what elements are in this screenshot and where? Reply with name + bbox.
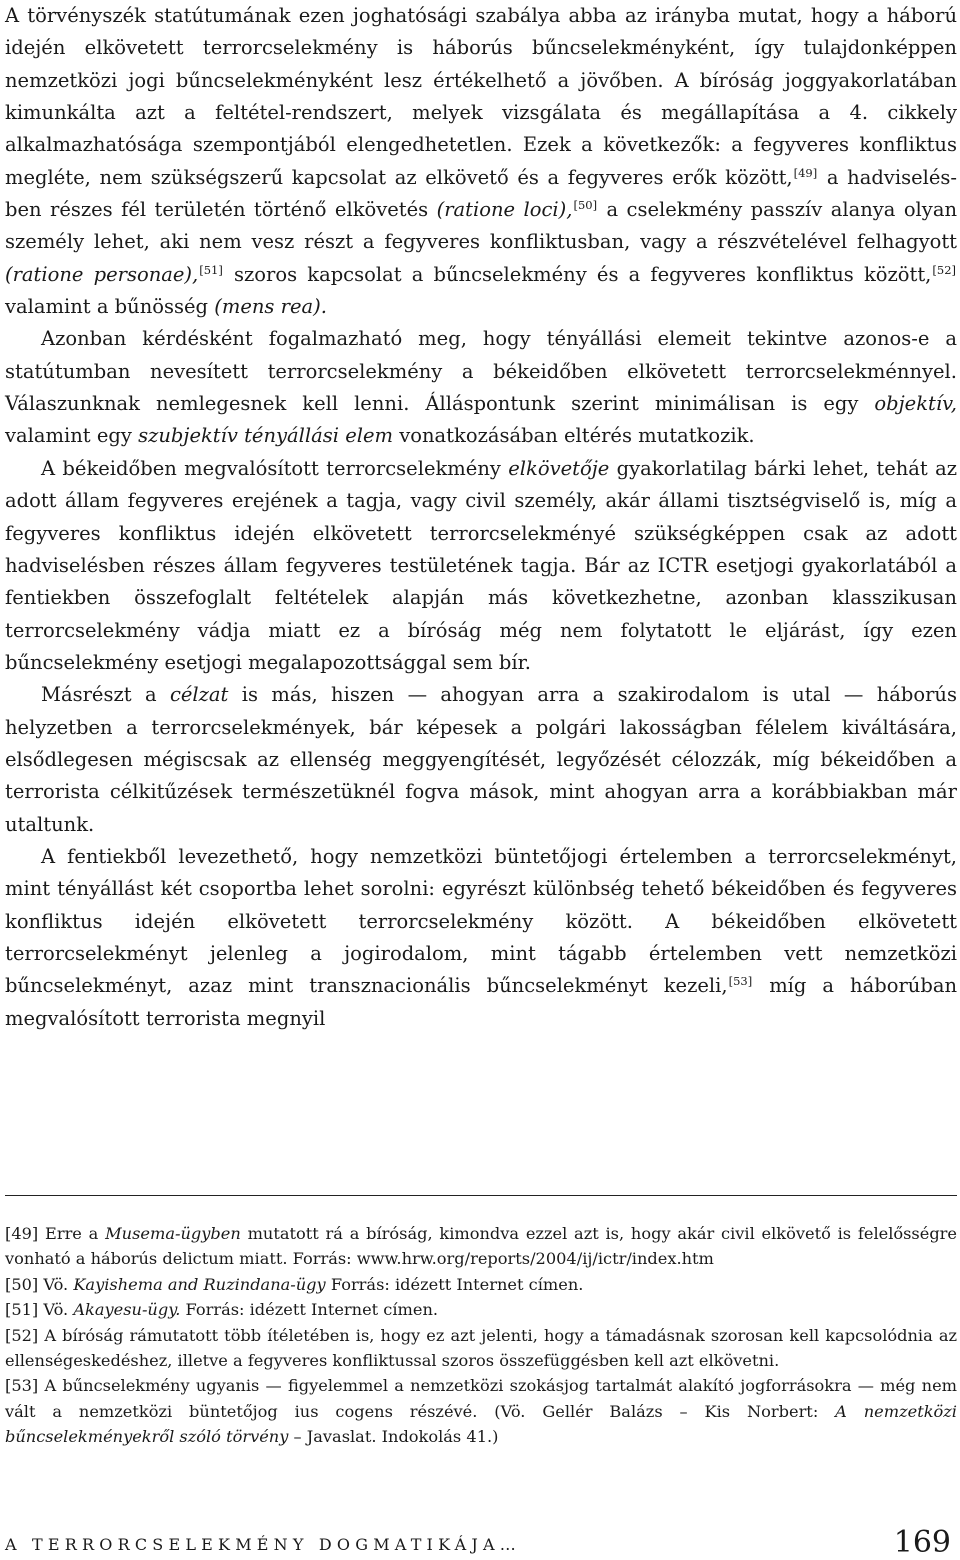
italic-text: célzat [169, 683, 229, 707]
text-run: is más, hiszen — ahogyan arra a szakirodalom is utal — háborús helyzetben a terrorcselekmények, bár képesek a polgári lakosságban félelem kiváltására, elsődlegesen mégiscsak az ellenség meggyengítését, legyőzését célozzák, míg békeidőben a terrorista célkitűzések természetüknél fogva mások, mint ahogyan arra a korábbiakban már utaltunk. [5, 683, 957, 836]
italic-text: Musema-ügyben [105, 1224, 241, 1243]
footnote [5, 1297, 957, 1322]
text-run: a hadviselésben részes fél területén történő elkövetés [5, 165, 957, 222]
footnote [5, 1221, 957, 1272]
page-number: 169 [893, 1525, 951, 1560]
italic-text: (ratione personae), [5, 262, 199, 286]
text-run: – Javaslat. Indokolás 41.) [288, 1427, 499, 1447]
text-run: mutatott rá a bíróság, kimondva ezzel azt is, hogy akár civil elkövető is felelősségre vonható a háborús delictum miatt. Forrás: www.hrw.org/reports/2004/ij/ictr/index.htm [5, 1224, 957, 1269]
body-text [5, 0, 957, 1035]
text-run: Forrás: idézett Internet címen. [325, 1274, 584, 1294]
text-run: [52] A bíróság rámutatott több ítéletében is, hogy ez azt jelenti, hogy a támadásnak szorosan kell kapcsolódnia az ellenségeskedéshez, illetve a fegyveres konfliktussal szoros összefüggésben kell azt elkövetni. [5, 1325, 957, 1371]
text-run: valamint egy [5, 424, 139, 448]
text-run: [50] Vö. [5, 1274, 74, 1294]
running-title: A TERRORCSELEKMÉNY DOGMATIKÁJA… [5, 1535, 521, 1554]
page-footer [5, 1522, 957, 1560]
text-run: szoros kapcsolat a bűncselekmény és a fegyveres konfliktus között, [223, 262, 932, 286]
footnote-reference[interactable]: [51] [199, 262, 223, 277]
italic-text: objektív, [874, 392, 957, 416]
footnote-separator [5, 1195, 957, 1196]
text-run: [51] Vö. [5, 1300, 74, 1320]
text-run: A törvényszék statútumának ezen joghatósági szabálya abba az irányba mutat, hogy a háború idején elkövetett terrorcselekmény is háborús bűncselekményként, így tulajdonképpen nemzetközi jogi bűncselekményként lesz értékelhető a jövőben. A bíróság joggyakorlatában kimunkálta azt a feltétel-rendszert, melyek vizsgálata és megállapítása a 4. cikkely alkalmazhatósága szempontjából elengedhetetlen. Ezek a következők: a fegyveres konfliktus megléte, nem szükségszerű kapcsolat az elkövető és a fegyveres erők között, [5, 4, 957, 189]
text-run: A békeidőben megvalósított terrorcselekmény [41, 456, 509, 480]
text-run: valamint a bűnösség [5, 295, 215, 319]
footnote [5, 1323, 957, 1374]
text-run: vonatkozásában eltérés mutatkozik. [393, 424, 755, 448]
paragraph [5, 0, 957, 323]
text-run: míg a háborúban megvalósított terrorista megnyil [5, 974, 957, 1030]
text-run: [49] Erre a [5, 1224, 106, 1243]
italic-text: (mens rea). [214, 295, 327, 319]
text-run: gyakorlatilag bárki lehet, tehát az adott állam fegyveres erejének a tagja, vagy civil személy, akár állami tisztségviselő is, míg a fegyveres konfliktus idején elkövetett terrorcselekményé szükségképpen csak az adott hadviselésben részes állam fegyveres testületének tagja. Bár az ICTR esetjogi gyakorlatából a fentiekben összefoglalt feltételek alapján más következhetne, azonban klasszikusan terrorcselekmény vádja miatt ez a bíróság még nem folytatott le eljárást, így ezen bűncselekmény esetjogi megalapozottsággal sem bír. [5, 456, 957, 674]
text-run: [53] A bűncselekmény ugyanis — figyelemmel a nemzetközi szokásjog tartalmát alakító jogforrásokra — még nem vált a nemzetközi büntetőjog ius cogens részévé. (Vö. Gellér Balázs – Kis Norbert: [5, 1376, 957, 1421]
text-run: A fentiekből levezethető, hogy nemzetközi büntetőjogi értelemben a terrorcselekményt, mint tényállást két csoportba lehet sorolni: egyrészt különbség tehető békeidőben és fegyveres konfliktus idején elkövetett terrorcselekmény között. A békeidőben elkövetett terrorcselekményt jelenleg a jogirodalom, mint tágabb értelemben vett nemzetközi bűncselekményt, azaz mint transznacionális bűncselekményt kezeli, [5, 844, 957, 998]
text-run: a cselekmény passzív alanya olyan személy lehet, aki nem vesz részt a fegyveres konfliktusban, vagy a részvételével felhagyott [5, 198, 957, 254]
paragraph [5, 453, 957, 679]
paragraph [5, 841, 957, 1035]
text-run: Azonban kérdésként fogalmazható meg, hogy tényállási elemeit tekintve azonos-e a statútumban nevesített terrorcselekmény a békeidőben elkövetett terrorcselekménnyel. Válaszunknak nemlegesnek kell lenni. Álláspontunk szerint minimálisan is egy [5, 327, 957, 416]
text-run: Másrészt a [41, 683, 170, 707]
paragraph [5, 679, 957, 841]
italic-text: Kayishema and Ruzindana-ügy [73, 1274, 326, 1294]
paragraph [5, 323, 957, 452]
italic-text: elkövetője [508, 456, 610, 480]
footnotes [5, 1221, 957, 1450]
italic-text: szubjektív tényállási elem [138, 424, 394, 448]
document-page [5, 0, 957, 1559]
text-run: Forrás: idézett Internet címen. [180, 1300, 439, 1320]
footnote [5, 1272, 957, 1297]
italic-text: (ratione loci), [436, 198, 573, 222]
footnote-reference[interactable]: [49] [793, 165, 818, 180]
italic-text: A nemzetközi bűncselekményekről szóló törvény [5, 1401, 957, 1447]
footnote-reference[interactable]: [53] [728, 974, 753, 989]
footnote-reference[interactable]: [50] [573, 198, 598, 213]
footnote-reference[interactable]: [52] [932, 262, 956, 277]
footnote [5, 1373, 957, 1449]
italic-text: Akayesu-ügy. [73, 1300, 181, 1320]
